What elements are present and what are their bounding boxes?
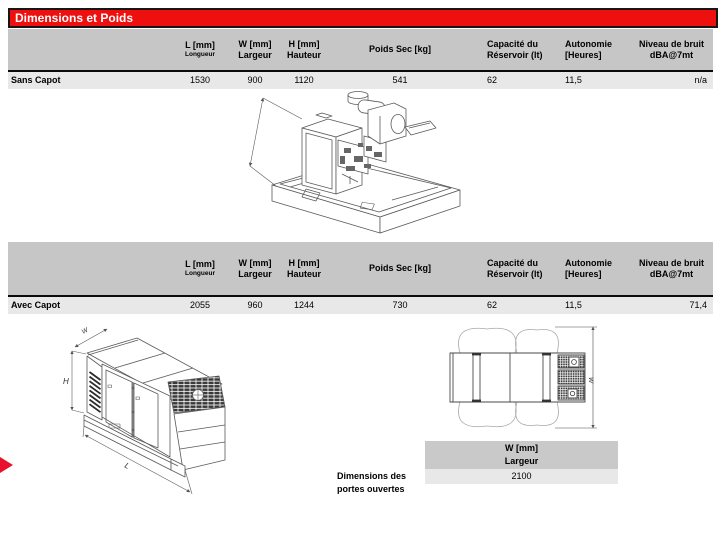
value-length: 2055 xyxy=(189,300,211,311)
col-header-empty xyxy=(8,29,168,70)
section-title: Dimensions et Poids xyxy=(15,11,134,25)
col-header-width-line1: W [mm] xyxy=(238,39,272,49)
col-header-noise-line1: Niveau de bruit xyxy=(638,39,704,49)
col-header-noise-line2: dBA@7mt xyxy=(649,268,694,279)
col-header-empty xyxy=(8,242,168,295)
value-width: 960 xyxy=(247,300,263,311)
col-header-length-line2: Longueur xyxy=(185,269,215,277)
width-dimension-label: W xyxy=(80,326,90,336)
table-sans-capot xyxy=(8,29,713,89)
col-header-height-line1: H [mm] xyxy=(288,258,320,268)
height-dimension-label: H xyxy=(63,377,69,386)
col-header-height xyxy=(278,242,330,295)
table-avec-capot xyxy=(8,242,713,314)
alternator xyxy=(368,103,406,144)
table-row-sans-capot xyxy=(8,70,713,89)
height-dimension-line xyxy=(250,98,302,186)
doors-table-header-line1: W [mm] xyxy=(505,443,538,453)
col-header-noise xyxy=(630,29,713,70)
col-header-dry-weight xyxy=(330,29,470,70)
plan-grille xyxy=(558,355,584,400)
table-avec-capot-header xyxy=(8,242,713,295)
row-label: Avec Capot xyxy=(11,300,61,311)
col-header-noise xyxy=(630,242,713,295)
canopy-genset-drawing xyxy=(58,320,263,500)
radiator-grille xyxy=(168,376,225,470)
open-genset-drawing xyxy=(246,88,474,238)
doors-open-width-label: W xyxy=(587,377,594,384)
col-header-autonomy-line2: [Heures] xyxy=(565,268,602,279)
col-header-noise-line2: dBA@7mt xyxy=(649,49,694,60)
table-sans-capot-header xyxy=(8,29,713,70)
value-width: 900 xyxy=(247,75,263,86)
value-tank-capacity: 62 xyxy=(487,300,498,311)
col-header-autonomy xyxy=(558,242,630,295)
col-header-tank-capacity-line1: Capacité du xyxy=(487,39,539,49)
col-header-width xyxy=(232,29,278,70)
col-header-length-line1: L [mm] xyxy=(185,259,215,270)
value-noise: 71,4 xyxy=(689,300,707,311)
value-dry-weight: 730 xyxy=(392,300,408,311)
col-header-tank-capacity xyxy=(470,29,558,70)
red-arrow-marker xyxy=(0,457,13,473)
value-length: 1530 xyxy=(189,75,211,86)
louver-panel xyxy=(87,356,102,420)
doors-caption-line1: Dimensions des xyxy=(337,471,407,481)
col-header-width xyxy=(232,242,278,295)
row-label: Sans Capot xyxy=(11,75,61,86)
col-header-width-line1: W [mm] xyxy=(238,258,272,268)
col-header-length-line2: Longueur xyxy=(185,50,215,58)
col-header-autonomy-line1: Autonomie xyxy=(565,39,612,49)
col-header-tank-capacity-line1: Capacité du xyxy=(487,258,539,268)
doors-table-header xyxy=(425,441,618,469)
col-header-tank-capacity xyxy=(470,242,558,295)
col-header-dry-weight-line1: Poids Sec [kg] xyxy=(368,44,431,55)
value-height: 1244 xyxy=(293,300,315,311)
doors-open-top-view-drawing xyxy=(438,320,623,442)
doors-open-width-table xyxy=(425,441,618,484)
col-header-dry-weight xyxy=(330,242,470,295)
col-header-height xyxy=(278,29,330,70)
value-dry-weight: 541 xyxy=(392,75,408,86)
battery-tray xyxy=(405,121,436,135)
col-header-autonomy xyxy=(558,29,630,70)
doors-caption-line2: portes ouvertes xyxy=(337,484,405,494)
col-header-length-line1: L [mm] xyxy=(185,40,215,51)
col-header-width-line2: Largeur xyxy=(238,268,272,279)
col-header-width-line2: Largeur xyxy=(238,49,272,60)
col-header-height-line2: Hauteur xyxy=(286,268,321,279)
col-header-length xyxy=(168,242,232,295)
value-autonomy: 11,5 xyxy=(565,75,582,86)
doors-table-header-line2: Largeur xyxy=(504,455,539,466)
doors-open-width-value: 2100 xyxy=(425,469,618,484)
col-header-autonomy-line1: Autonomie xyxy=(565,258,612,268)
value-height: 1120 xyxy=(294,75,314,86)
col-header-tank-capacity-line2: Réservoir (lt) xyxy=(487,268,543,279)
length-dimension-label: L xyxy=(123,460,132,471)
col-header-height-line2: Hauteur xyxy=(286,49,321,60)
value-tank-capacity: 62 xyxy=(487,75,498,86)
col-header-length xyxy=(168,29,232,70)
value-noise: n/a xyxy=(694,75,707,86)
section-title-bar xyxy=(8,8,718,28)
col-header-dry-weight-line1: Poids Sec [kg] xyxy=(368,263,431,274)
col-header-tank-capacity-line2: Réservoir (lt) xyxy=(487,49,543,60)
doors-caption xyxy=(337,470,406,496)
col-header-height-line1: H [mm] xyxy=(288,39,320,49)
value-autonomy: 11,5 xyxy=(565,300,582,311)
col-header-noise-line1: Niveau de bruit xyxy=(638,258,704,268)
col-header-autonomy-line2: [Heures] xyxy=(565,49,602,60)
table-row-avec-capot xyxy=(8,295,713,314)
